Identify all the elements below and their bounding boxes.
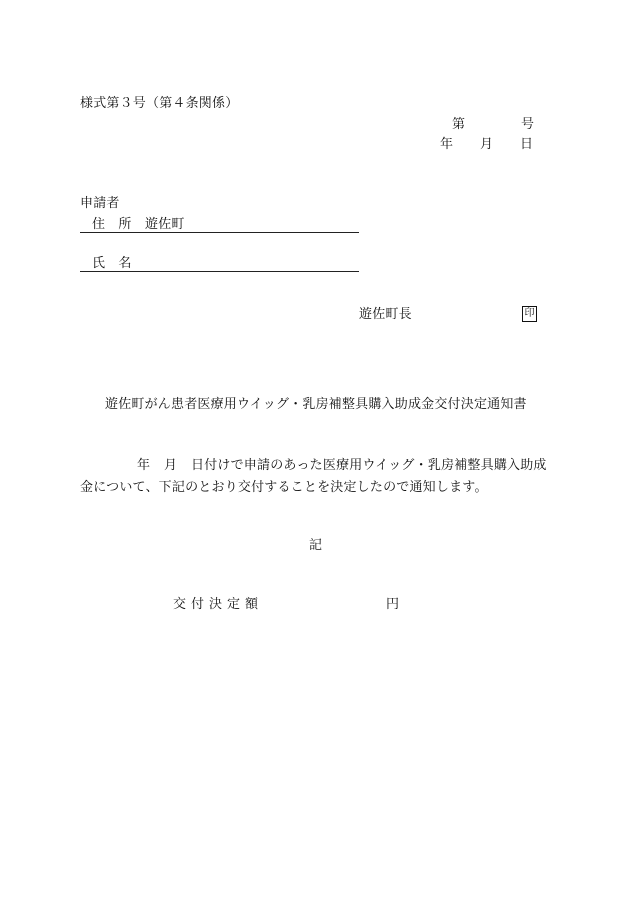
issuer-title: 遊佐町長 bbox=[359, 307, 412, 322]
body-month: 月 bbox=[164, 458, 178, 473]
name-underline bbox=[80, 271, 359, 272]
date-month: 月 bbox=[480, 137, 494, 152]
body-line2: 金について、下記のとおり交付することを決定したので通知します。 bbox=[80, 480, 488, 495]
seal-mark: 印 bbox=[522, 306, 537, 322]
ki-mark: 記 bbox=[309, 538, 323, 553]
date-year: 年 bbox=[440, 137, 454, 152]
applicant-heading: 申請者 bbox=[80, 196, 120, 211]
amount-unit: 円 bbox=[386, 597, 400, 612]
body-line1: 日付けで申請のあった医療用ウイッグ・乳房補整具購入助成 bbox=[191, 458, 547, 473]
doc-number-prefix: 第 bbox=[452, 117, 466, 132]
address-label: 住 所 bbox=[92, 217, 132, 232]
address-underline bbox=[80, 232, 359, 233]
address-value: 遊佐町 bbox=[145, 217, 185, 232]
doc-number-suffix: 号 bbox=[521, 117, 535, 132]
body-year: 年 bbox=[137, 458, 151, 473]
name-label: 氏 名 bbox=[92, 256, 132, 271]
date-day: 日 bbox=[520, 137, 534, 152]
amount-label: 交付決定額 bbox=[173, 597, 264, 612]
document-title: 遊佐町がん患者医療用ウイッグ・乳房補整具購入助成金交付決定通知書 bbox=[105, 397, 527, 412]
form-number: 様式第３号（第４条関係） bbox=[80, 96, 239, 111]
